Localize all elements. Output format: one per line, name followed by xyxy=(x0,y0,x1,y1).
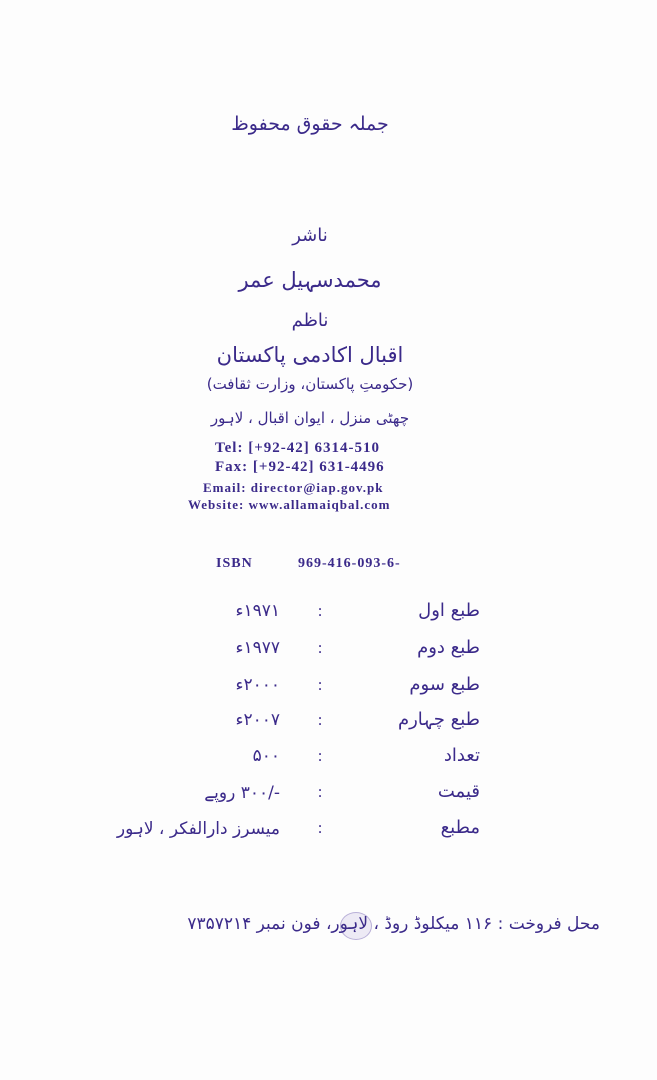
detail-value-fourth-edition: ۲۰۰۷ء xyxy=(235,710,280,730)
detail-colon: : xyxy=(317,747,323,765)
detail-label-quantity: تعداد xyxy=(443,745,480,766)
detail-label-second-edition: طبع دوم xyxy=(417,637,480,658)
publisher-name: محمدسہیل عمر xyxy=(238,268,382,292)
detail-colon: : xyxy=(317,711,323,729)
detail-value-quantity: ۵۰۰ xyxy=(252,746,280,766)
detail-value-third-edition: ۲۰۰۰ء xyxy=(235,675,280,695)
detail-colon: : xyxy=(317,602,323,620)
isbn-value: 969-416-093-6- xyxy=(298,556,401,571)
email-line: Email: director@iap.gov.pk xyxy=(203,480,384,495)
detail-value-printer: میسرز دارالفکر ، لاہور xyxy=(116,819,280,839)
organization-name: اقبال اکادمی پاکستان xyxy=(216,343,404,367)
detail-value-second-edition: ۱۹۷۷ء xyxy=(235,638,280,658)
detail-label-fourth-edition: طبع چہارم xyxy=(397,709,480,730)
director-label: ناظم xyxy=(291,310,329,331)
isbn-label: ISBN xyxy=(216,556,253,571)
detail-colon: : xyxy=(317,676,323,694)
detail-label-printer: مطبع xyxy=(440,817,480,838)
organization-affiliation: (حکومتِ پاکستان، وزارت ثقافت) xyxy=(206,375,414,393)
detail-label-third-edition: طبع سوم xyxy=(409,674,480,695)
website-line: Website: www.allamaiqbal.com xyxy=(188,497,391,512)
detail-value-first-edition: ۱۹۷۱ء xyxy=(235,601,280,621)
fax-line: Fax: [+92-42] 631-4496 xyxy=(215,459,385,475)
detail-label-price: قیمت xyxy=(437,781,480,802)
organization-address: چھٹی منزل ، ایوان اقبال ، لاہور xyxy=(210,409,410,427)
publisher-label: ناشر xyxy=(292,225,328,246)
detail-colon: : xyxy=(317,639,323,657)
detail-label-first-edition: طبع اول xyxy=(418,600,480,621)
detail-colon: : xyxy=(317,783,323,801)
copyright-notice: جملہ حقوق محفوظ xyxy=(231,113,389,135)
detail-value-price: -/۳۰۰ روپے xyxy=(204,783,280,803)
sales-address-footer: محل فروخت : ۱۱۶ میکلوڈ روڈ ، لاہور، فون نمبر ۷۳۵۷۲۱۴ xyxy=(187,914,600,934)
detail-colon: : xyxy=(317,819,323,837)
telephone-line: Tel: [+92-42] 6314-510 xyxy=(215,440,380,456)
